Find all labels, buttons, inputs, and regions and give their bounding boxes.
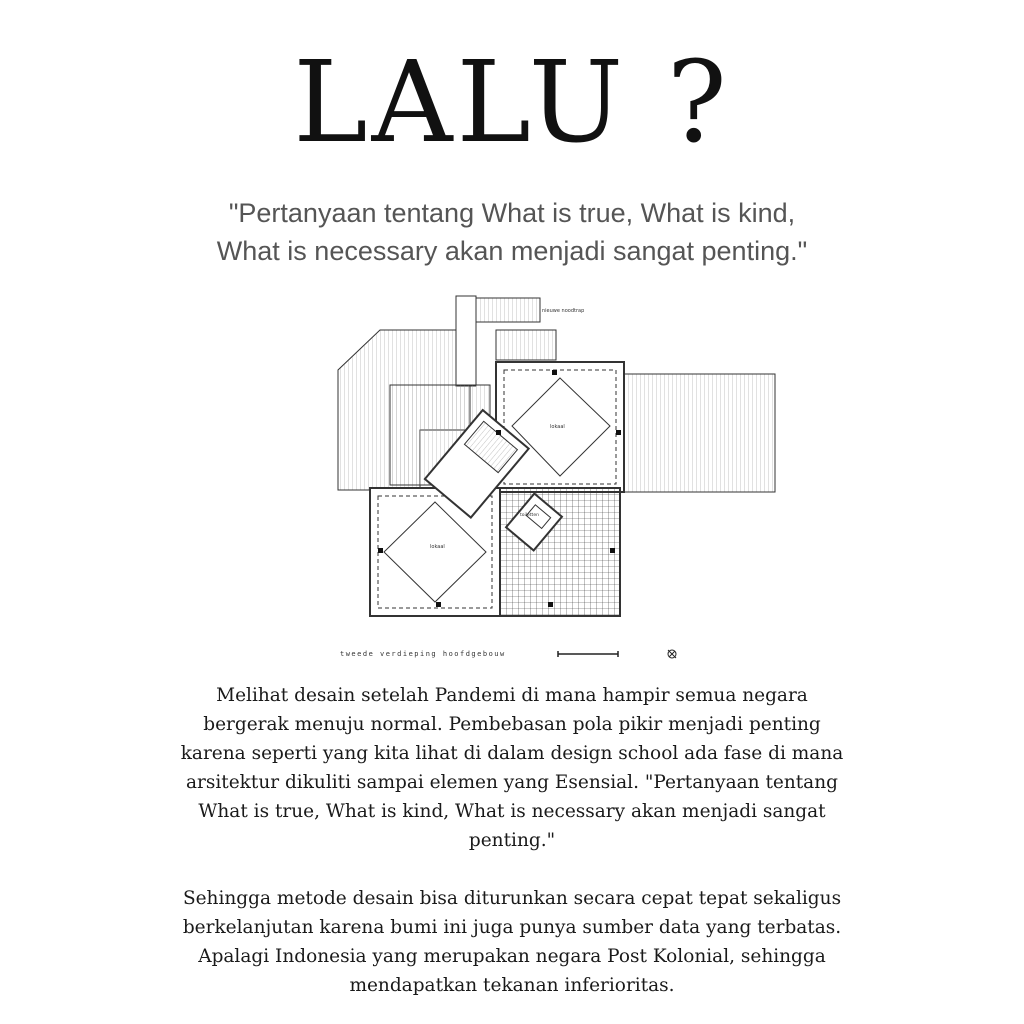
- scale-bar: [558, 651, 618, 657]
- plan-caption: tweede verdieping hoofdgebouw: [340, 650, 506, 658]
- paragraph-gap: [150, 855, 874, 884]
- plan-right-wing: [620, 374, 775, 492]
- plan-top-stair: [476, 298, 540, 322]
- paragraph-1-line-3: karena seperti yang kita lihat di dalam design school ada fase di mana: [180, 743, 844, 764]
- paragraph-1-line-6: penting.": [468, 830, 556, 851]
- paragraph-2-line-3: Apalagi Indonesia yang merupakan negara Post Kolonial, sehingga: [198, 946, 826, 967]
- body-text: [150, 681, 874, 1000]
- plan-label-top: nieuwe noodtrap: [542, 308, 585, 314]
- floor-plan-drawing: [320, 290, 790, 670]
- paragraph-1-line-1: Melihat desain setelah Pandemi di mana hampir semua negara: [216, 685, 808, 706]
- page-title: LALU ?: [293, 38, 731, 168]
- paragraph-1-line-4: arsitektur dikuliti sampai elemen yang Esensial. "Pertanyaan tentang: [186, 772, 838, 793]
- paragraph-1-line-2: bergerak menuju normal. Pembebasan pola pikir menjadi penting: [203, 714, 821, 735]
- paragraph-2-line-4: mendapatkan tekanan inferioritas.: [349, 975, 675, 996]
- quote: [112, 194, 912, 270]
- plan-room-grid: [500, 488, 620, 616]
- plan-room-center-label: toiletten: [520, 513, 539, 518]
- paragraph-2-line-1: Sehingga metode desain bisa diturunkan secara cepat tepat sekaligus: [182, 888, 842, 909]
- quote-line-1: "Pertanyaan tentang What is true, What is kind,: [228, 198, 796, 228]
- north-arrow-icon: [668, 650, 676, 658]
- plan-room-right-label: lokaal: [550, 424, 565, 430]
- quote-line-2: What is necessary akan menjadi sangat penting.": [216, 236, 808, 266]
- paragraph-2-line-2: berkelanjutan karena bumi ini juga punya sumber data yang terbatas.: [182, 917, 842, 938]
- paragraph-1-line-5: What is true, What is kind, What is necessary akan menjadi sangat: [198, 801, 826, 822]
- plan-room-left-label: lokaal: [430, 544, 445, 550]
